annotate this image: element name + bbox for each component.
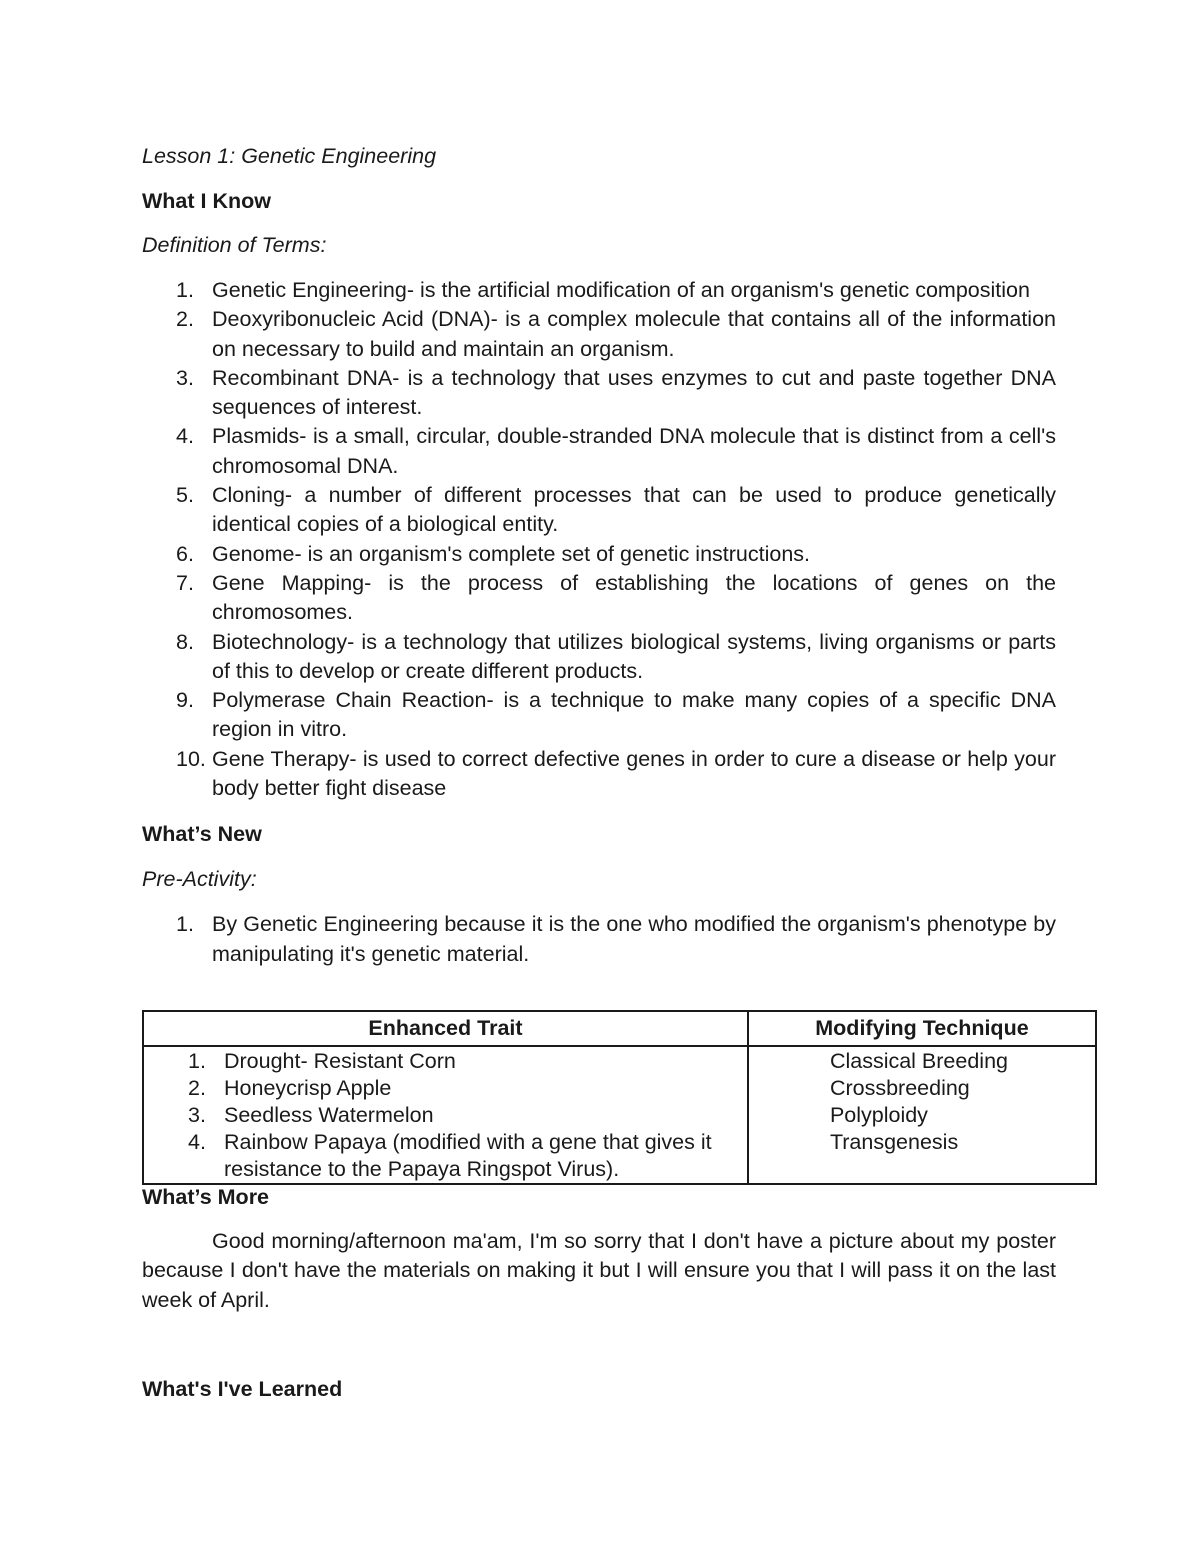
list-number: 2. <box>188 1076 206 1100</box>
list-item <box>142 540 1056 569</box>
traits-cell <box>143 1046 748 1184</box>
list-item <box>144 1102 747 1129</box>
list-item <box>142 364 1056 423</box>
list-text: Polymerase Chain Reaction- is a technique to make many copies of a specific DNA region in vitro. <box>212 688 1056 742</box>
traits-table <box>142 1010 1097 1185</box>
list-item <box>142 481 1056 540</box>
list-number: 4. <box>188 1130 206 1154</box>
pre-activity-subheading: Pre-Activity: <box>142 867 257 892</box>
whats-learned-heading: What's I've Learned <box>142 1376 343 1401</box>
list-text: Plasmids- is a small, circular, double-stranded DNA molecule that is distinct from a cell's chromosomal DNA. <box>212 424 1056 478</box>
list-item <box>142 910 1056 969</box>
list-number: 5. <box>176 483 194 508</box>
list-text: Gene Therapy- is used to correct defective genes in order to cure a disease or help your body better fight disease <box>212 746 1056 801</box>
list-text: Drought- Resistant Corn <box>224 1049 456 1073</box>
list-number: 8. <box>176 629 194 654</box>
trait-list <box>144 1048 747 1183</box>
list-text: By Genetic Engineering because it is the one who modified the organism's phenotype by manipulating it's genetic material. <box>212 912 1056 966</box>
list-number: 1. <box>176 912 194 937</box>
list-number: 2. <box>176 307 194 332</box>
lesson-title: Lesson 1: Genetic Engineering <box>142 144 437 168</box>
list-item: Transgenesis <box>829 1130 959 1154</box>
list-item: Classical Breeding <box>829 1049 1008 1073</box>
header-enhanced-trait: Enhanced Trait <box>143 1011 748 1046</box>
list-number: 4. <box>176 424 194 449</box>
header-modifying-technique: Modifying Technique <box>748 1011 1096 1046</box>
list-item <box>144 1129 747 1183</box>
document-body-lower <box>142 1182 1056 1404</box>
list-item: Polyploidy <box>829 1103 928 1127</box>
list-item <box>142 686 1056 745</box>
list-item <box>142 569 1056 628</box>
list-number: 1. <box>176 278 194 302</box>
list-item <box>142 422 1056 481</box>
list-number: 1. <box>188 1049 206 1073</box>
list-item <box>144 1075 747 1102</box>
list-item <box>142 745 1056 804</box>
list-item <box>142 305 1056 364</box>
definition-of-terms-subheading: Definition of Terms: <box>142 233 327 257</box>
whats-more-paragraph: Good morning/afternoon ma'am, I'm so sorry that I don't have a picture about my poster because I don't have the materials on making it but I will ensure you that I will pass it on the last week of April. <box>142 1229 1056 1312</box>
list-text: Deoxyribonucleic Acid (DNA)- is a complex molecule that contains all of the information on necessary to build and maintain an organism. <box>212 307 1056 361</box>
table-row <box>143 1046 1096 1184</box>
list-number: 6. <box>176 541 194 566</box>
pre-activity-list <box>142 910 1056 969</box>
list-text: Rainbow Papaya (modified with a gene that gives it resistance to the Papaya Ringspot Virus). <box>224 1130 712 1181</box>
techniques-cell <box>748 1046 1096 1184</box>
list-item: Crossbreeding <box>829 1076 970 1100</box>
whats-new-heading: What’s New <box>142 822 262 847</box>
list-item <box>144 1048 747 1075</box>
what-i-know-heading: What I Know <box>142 189 271 213</box>
definition-list <box>142 276 1056 803</box>
table-header-row <box>143 1011 1096 1046</box>
list-number: 3. <box>188 1103 206 1127</box>
list-item <box>142 628 1056 687</box>
list-text: Honeycrisp Apple <box>224 1076 392 1100</box>
technique-list <box>749 1048 1095 1156</box>
list-item <box>142 276 1056 305</box>
list-text: Genome- is an organism's complete set of genetic instructions. <box>212 541 811 566</box>
list-number: 9. <box>176 688 194 713</box>
list-number: 10. <box>176 746 206 771</box>
document-body <box>142 141 1056 969</box>
list-text: Genetic Engineering- is the artificial modification of an organism's genetic composition <box>212 278 1030 302</box>
whats-more-heading: What’s More <box>142 1185 270 1209</box>
list-text: Seedless Watermelon <box>224 1103 434 1127</box>
list-text: Biotechnology- is a technology that utilizes biological systems, living organisms or parts of this to develop or create different products. <box>212 629 1056 683</box>
list-text: Gene Mapping- is the process of establishing the locations of genes on the chromosomes. <box>212 570 1056 625</box>
list-text: Recombinant DNA- is a technology that uses enzymes to cut and paste together DNA sequences of interest. <box>212 365 1056 420</box>
list-number: 3. <box>176 365 194 390</box>
list-text: Cloning- a number of different processes that can be used to produce genetically identical copies of a biological entity. <box>212 483 1056 537</box>
list-number: 7. <box>176 570 194 595</box>
